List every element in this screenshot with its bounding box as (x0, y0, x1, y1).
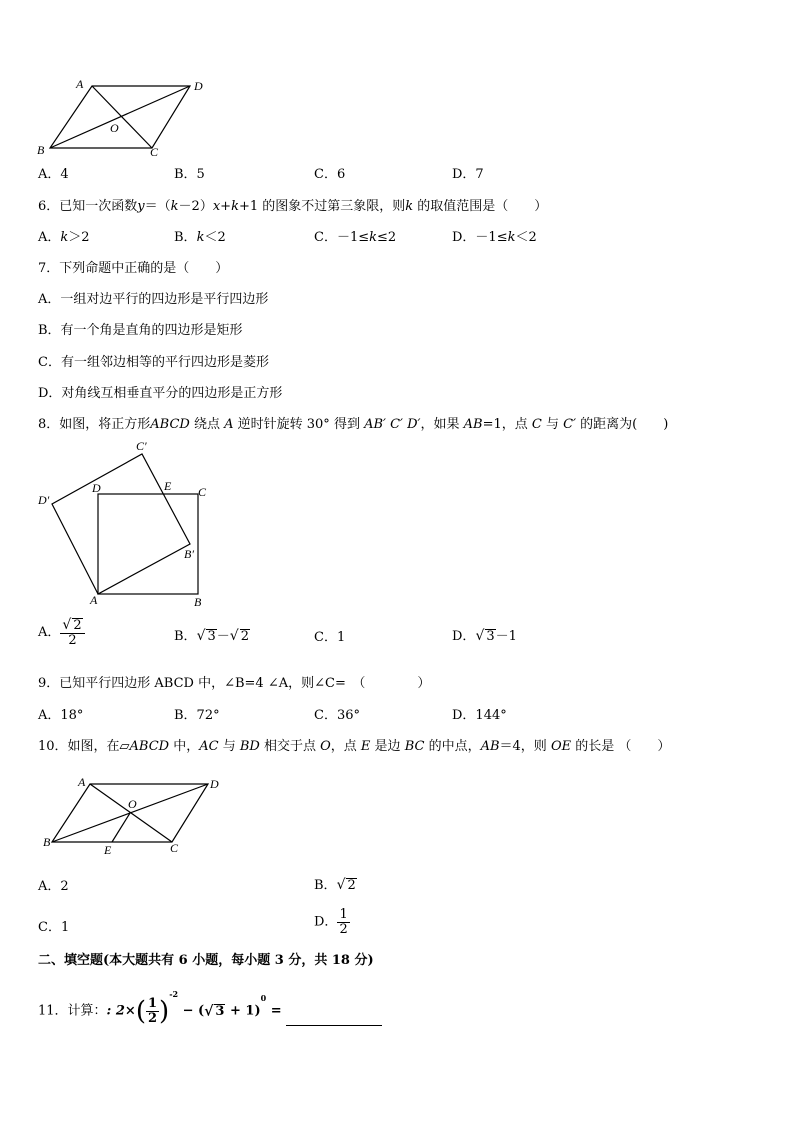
parallelogram-figure (30, 72, 220, 162)
square-abcd (98, 494, 198, 594)
label-d-prime: D′ (38, 493, 50, 507)
label-o: O (128, 797, 137, 811)
label-a: A (76, 77, 84, 91)
diagonal-ac (92, 86, 152, 148)
label-d: D (194, 79, 203, 93)
q7-stem: 7．下列命题中正确的是（ ） (38, 261, 229, 276)
section-2-title: 二、填空题(本大题共有 6 小题，每小题 3 分，共 18 分) (38, 953, 374, 968)
q6-option-a[interactable]: A．k＞2 (38, 230, 90, 245)
parallelogram-midpoint-figure (36, 768, 236, 860)
label-b: B (43, 835, 51, 849)
q8-option-d[interactable]: D．√ 3－1 (452, 628, 517, 644)
q11-answer-blank[interactable] (286, 1011, 382, 1026)
label-c: C (170, 841, 179, 855)
q10-option-d[interactable]: D． $\frac{1}{2}$ (314, 907, 348, 937)
q10-option-c[interactable]: C．1 (38, 920, 70, 935)
q5-option-c[interactable]: C．6 (314, 167, 346, 182)
label-c: C (198, 485, 207, 499)
q10-option-a[interactable]: A．2 (38, 879, 69, 894)
q11-stem: 11．计算：: 2×( $\frac{1}{2}$ )$^{-2}$ − (√ 3 + 1)$^0$ = (38, 986, 382, 1026)
q7-option-b[interactable]: B．有一个角是直角的四边形是矩形 (38, 323, 243, 338)
q10-stem: 10．如图，在▱ABCD 中，AC 与 BD 相交于点 O，点 E 是边 BC 的中点，AB＝4，则 OE 的长是 （ ） (38, 739, 671, 754)
segment-oe (112, 813, 130, 842)
label-b: B (37, 143, 45, 157)
label-o: O (110, 121, 119, 135)
q9-option-c[interactable]: C．36° (314, 708, 360, 723)
q6-option-d[interactable]: D．－1≤k＜2 (452, 230, 537, 245)
q7-option-d[interactable]: D．对角线互相垂直平分的四边形是正方形 (38, 386, 283, 401)
q8-option-c[interactable]: C．1 (314, 630, 346, 645)
q8-option-a[interactable]: A． $\frac{√ 2}{2}$ (38, 618, 85, 648)
label-a: A (78, 775, 86, 789)
label-c: C (150, 145, 159, 159)
q6-option-c[interactable]: C．－1≤k≤2 (314, 230, 397, 245)
q8-stem: 8．如图，将正方形ABCD 绕点 A 逆时针旋转 30° 得到 AB′ C′ D′，如果 AB=1，点 C 与 C′ 的距离为( ) (38, 417, 669, 432)
label-d: D (92, 481, 101, 495)
q9-option-d[interactable]: D．144° (452, 708, 507, 723)
label-e: E (164, 479, 172, 493)
q9-option-b[interactable]: B．72° (174, 708, 220, 723)
label-e: E (104, 843, 112, 857)
rotated-square-figure (30, 438, 230, 610)
label-a: A (90, 593, 98, 607)
label-d: D (210, 777, 219, 791)
q8-option-b[interactable]: B．√ 3－√ 2 (174, 628, 249, 644)
square-ab-c-d-prime (52, 454, 190, 594)
q5-option-b[interactable]: B．5 (174, 167, 205, 182)
q6-option-b[interactable]: B．k＜2 (174, 230, 226, 245)
label-b: B (194, 595, 202, 609)
q9-option-a[interactable]: A．18° (38, 708, 84, 723)
q6-stem: 6．已知一次函数y＝（k－2）x+k+1 的图象不过第三象限，则k 的取值范围是（ ） (38, 199, 548, 214)
label-c-prime: C′ (136, 439, 147, 453)
q7-option-c[interactable]: C．有一组邻边相等的平行四边形是菱形 (38, 355, 269, 370)
q9-stem: 9．已知平行四边形 ABCD 中，∠B=4 ∠A，则∠C= （ ） (38, 676, 431, 691)
q5-option-d[interactable]: D．7 (452, 167, 484, 182)
q5-option-a[interactable]: A．4 (38, 167, 69, 182)
q7-option-a[interactable]: A．一组对边平行的四边形是平行四边形 (38, 292, 269, 307)
q10-option-b[interactable]: B．√ 2 (314, 877, 356, 893)
label-b-prime: B′ (184, 547, 194, 561)
